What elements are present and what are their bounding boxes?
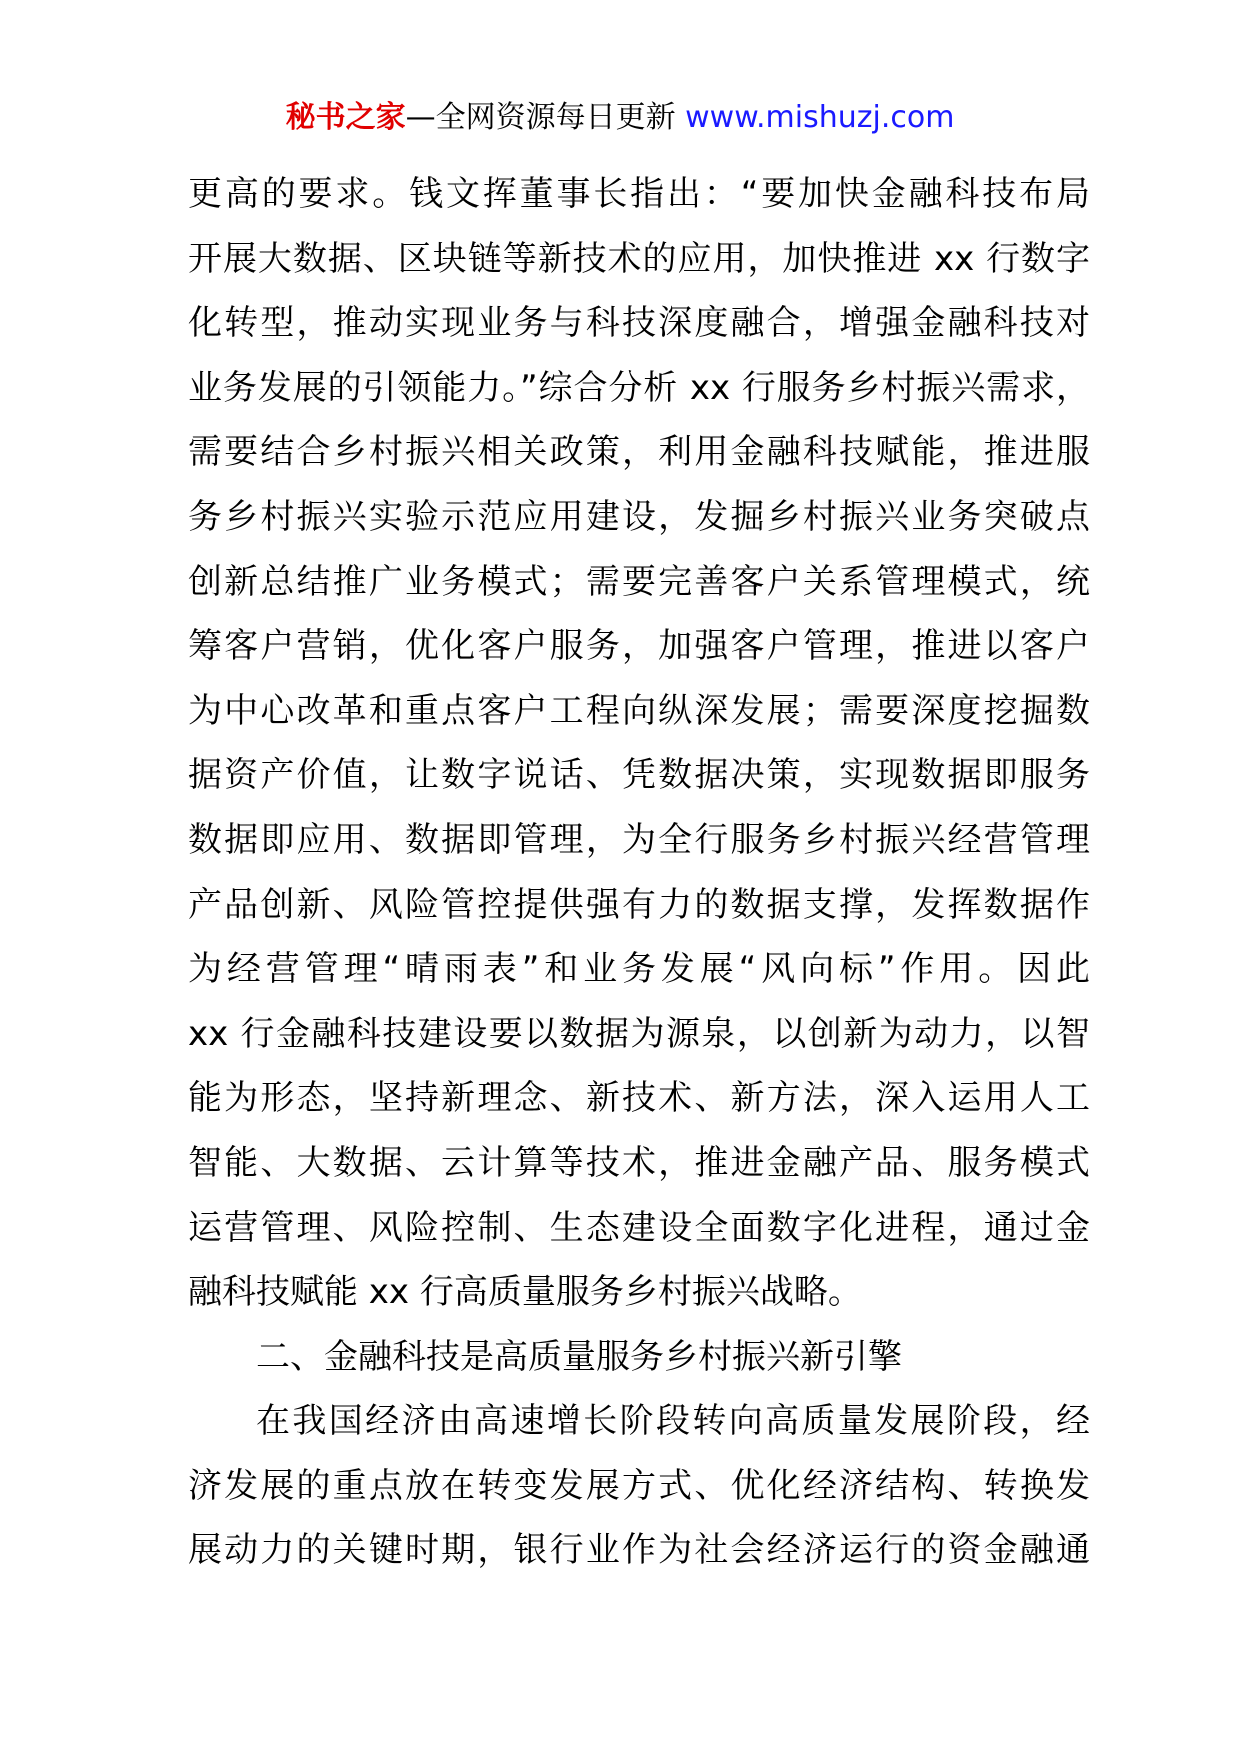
paragraph-line: 为中心改革和重点客户工程向纵深发展；需要深度挖掘数 — [188, 690, 1090, 731]
paragraph-line: 更高的要求。钱文挥董事长指出：“要加快金融科技布局 — [188, 174, 1090, 214]
paragraph-line: 产品创新、风险管控提供强有力的数据支撑，发挥数据作 — [188, 884, 1090, 925]
paragraph-line: 务乡村振兴实验示范应用建设，发掘乡村振兴业务突破点 — [188, 496, 1090, 537]
paragraph-line: 需要结合乡村振兴相关政策，利用金融科技赋能，推进服 — [188, 432, 1090, 473]
paragraph-line: 创新总结推广业务模式；需要完善客户关系管理模式，统 — [188, 561, 1090, 602]
paragraph-line: 在我国经济由高速增长阶段转向高质量发展阶段，经 — [256, 1401, 1090, 1442]
paragraph-line: 筹客户营销，优化客户服务，加强客户管理，推进以客户 — [188, 626, 1090, 667]
paragraph-line: 济发展的重点放在转变发展方式、优化经济结构、转换发 — [188, 1465, 1090, 1506]
site-url-link[interactable]: www.mishuzj.com — [685, 100, 955, 135]
brand-name: 秘书之家 — [285, 100, 406, 135]
paragraph-line: 运营管理、风险控制、生态建设全面数字化进程，通过金 — [188, 1207, 1090, 1248]
paragraph-line: 能为形态，坚持新理念、新技术、新方法，深入运用人工 — [188, 1078, 1090, 1119]
site-header — [0, 98, 1240, 138]
header-tagline: —全网资源每日更新 — [405, 100, 686, 135]
paragraph-line: 数据即应用、数据即管理，为全行服务乡村振兴经营管理 — [188, 819, 1090, 860]
paragraph-line: 融科技赋能 xx 行高质量服务乡村振兴战略。 — [188, 1272, 862, 1313]
paragraph-line: 化转型，推动实现业务与科技深度融合，增强金融科技对 — [188, 303, 1090, 344]
paragraph-line: 展动力的关键时期，银行业作为社会经济运行的资金融通 — [188, 1530, 1090, 1571]
document-body — [188, 162, 1090, 1583]
paragraph-line: 开展大数据、区块链等新技术的应用，加快推进 xx 行数字 — [188, 238, 1090, 279]
paragraph-line: 据资产价值，让数字说话、凭数据决策，实现数据即服务 — [188, 755, 1090, 796]
paragraph-line: 智能、大数据、云计算等技术，推进金融产品、服务模式 — [188, 1142, 1090, 1183]
paragraph-line: 业务发展的引领能力。”综合分析 xx 行服务乡村振兴需求， — [188, 367, 1090, 408]
paragraph-line: 为经营管理“晴雨表”和业务发展“风向标”作用。因此 — [188, 949, 1090, 990]
section-heading: 二、金融科技是高质量服务乡村振兴新引擎 — [256, 1336, 902, 1377]
paragraph-line: xx 行金融科技建设要以数据为源泉，以创新为动力，以智 — [188, 1013, 1090, 1054]
